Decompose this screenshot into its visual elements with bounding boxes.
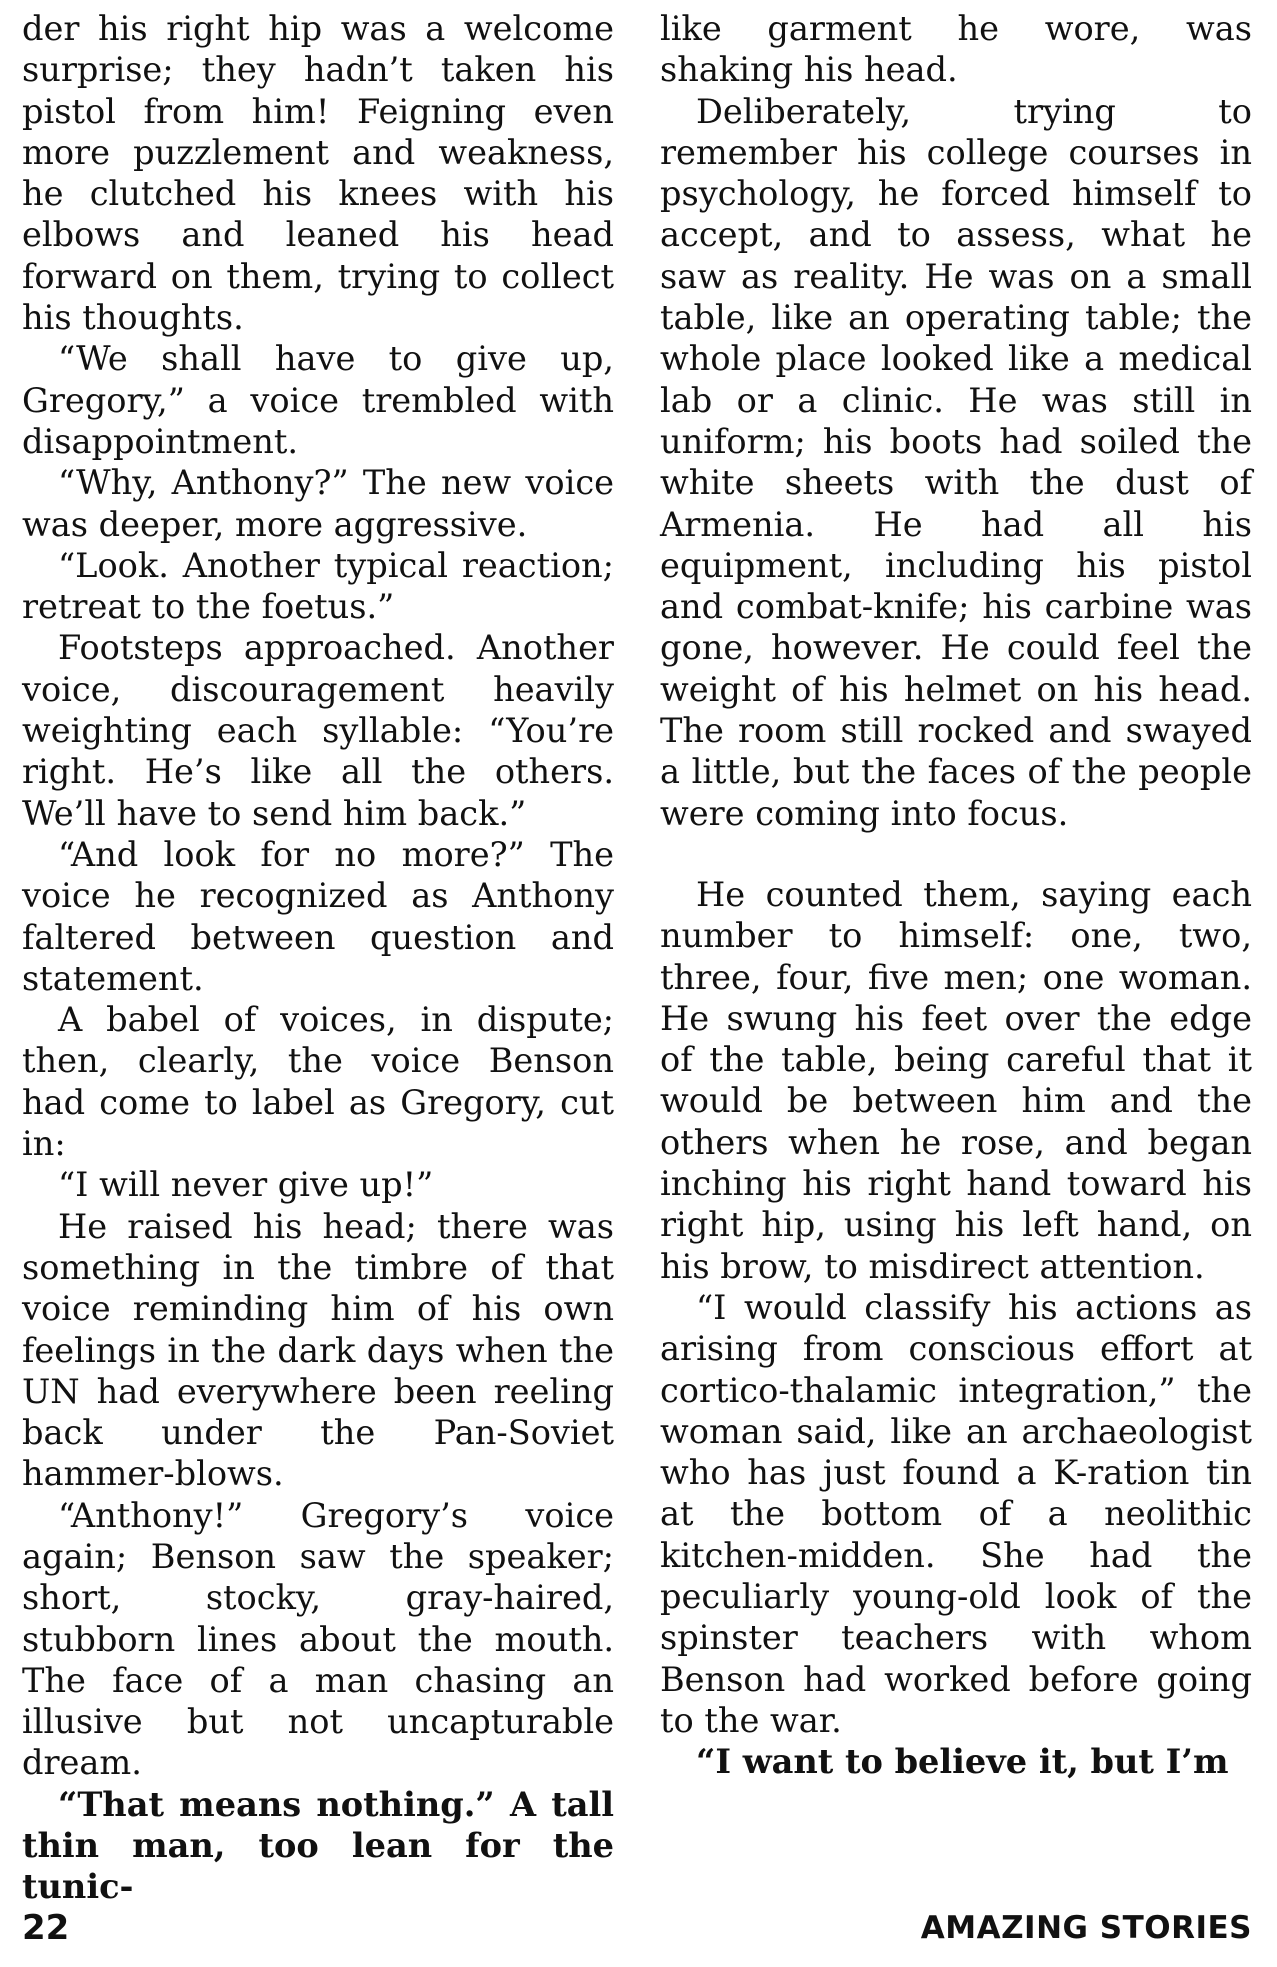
paragraph: Deliberately, trying to remember his college courses in psychology, he forced himself to accept, and to assess, what he saw as reality. He was on a small table, like an operating table; the whole place looked like a medical lab or a clinic. He was still in uniform; his boots had soiled the white sheets with the dust of Armenia. He had all his equipment, including his pistol and combat-knife; his carbine was gone, however. He could feel the weight of his helmet on his head. The room still rocked and swayed a little, but the faces of the people were coming into focus. [660, 91, 1252, 833]
paragraph: “And look for no more?” The voice he recognized as Anthony faltered between question and statement. [22, 834, 614, 998]
paragraph: A babel of voices, in dispute; then, clearly, the voice Benson had come to label as Gregory, cut in: [22, 1000, 614, 1164]
page-number: 22 [22, 1908, 70, 1948]
paragraph: He counted them, saying each number to himself: one, two, three, four, five men; one woman. He swung his feet over the edge of the table, being careful that it would be between him and the others when he rose, and began inching his right hand toward his right hip, using his left hand, on his brow, to misdirect attention. [660, 874, 1252, 1286]
paragraph: “Look. Another typical reaction; retreat to the foetus.” [22, 545, 614, 627]
page-footer [22, 1908, 1252, 1958]
magazine-title: AMAZING STORIES [920, 1910, 1252, 1946]
paragraph: “Anthony!” Gregory’s voice again; Benson saw the speaker; short, stocky, gray-haired, stubborn lines about the mouth. The face of a man chasing an illusive but not uncapturable dream. [22, 1495, 614, 1783]
paragraph: “I would classify his actions as arising from conscious effort at cortico-thalamic integration,” the woman said, like an archaeologist who has just found a K-ration tin at the bottom of a neolithic kitchen-midden. She had the peculiarly young-old look of the spinster teachers with whom Benson had worked before going to the war. [660, 1287, 1252, 1740]
paragraph: der his right hip was a welcome surprise; they hadn’t taken his pistol from him! Feigning even more puzzlement and weakness, he clutched his knees with his elbows and leaned his head forward on them, trying to collect his thoughts. [22, 9, 614, 338]
paragraph: “We shall have to give up, Gregory,” a voice trembled with disappointment. [22, 339, 614, 461]
paragraph: like garment he wore, was shaking his head. [660, 9, 1252, 90]
paragraph: He raised his head; there was something in the timbre of that voice reminding him of his own feelings in the dark days when the UN had everywhere been reeling back under the Pan-Soviet hammer-blows. [22, 1206, 614, 1494]
paragraph: “Why, Anthony?” The new voice was deeper, more aggressive. [22, 463, 614, 544]
paragraph: Footsteps approached. Another voice, discouragement heavily weighting each syllable: “You’re right. He’s like all the others. We’ll have to send him back.” [22, 628, 614, 833]
paragraph: “I want to believe it, but I’m [696, 1741, 1229, 1782]
right-text-column [660, 8, 1252, 1782]
paragraph: “I will never give up!” [58, 1165, 434, 1205]
paragraph: “That means nothing.” A tall thin man, too lean for the tunic- [22, 1783, 614, 1907]
left-text-column [22, 8, 614, 1908]
